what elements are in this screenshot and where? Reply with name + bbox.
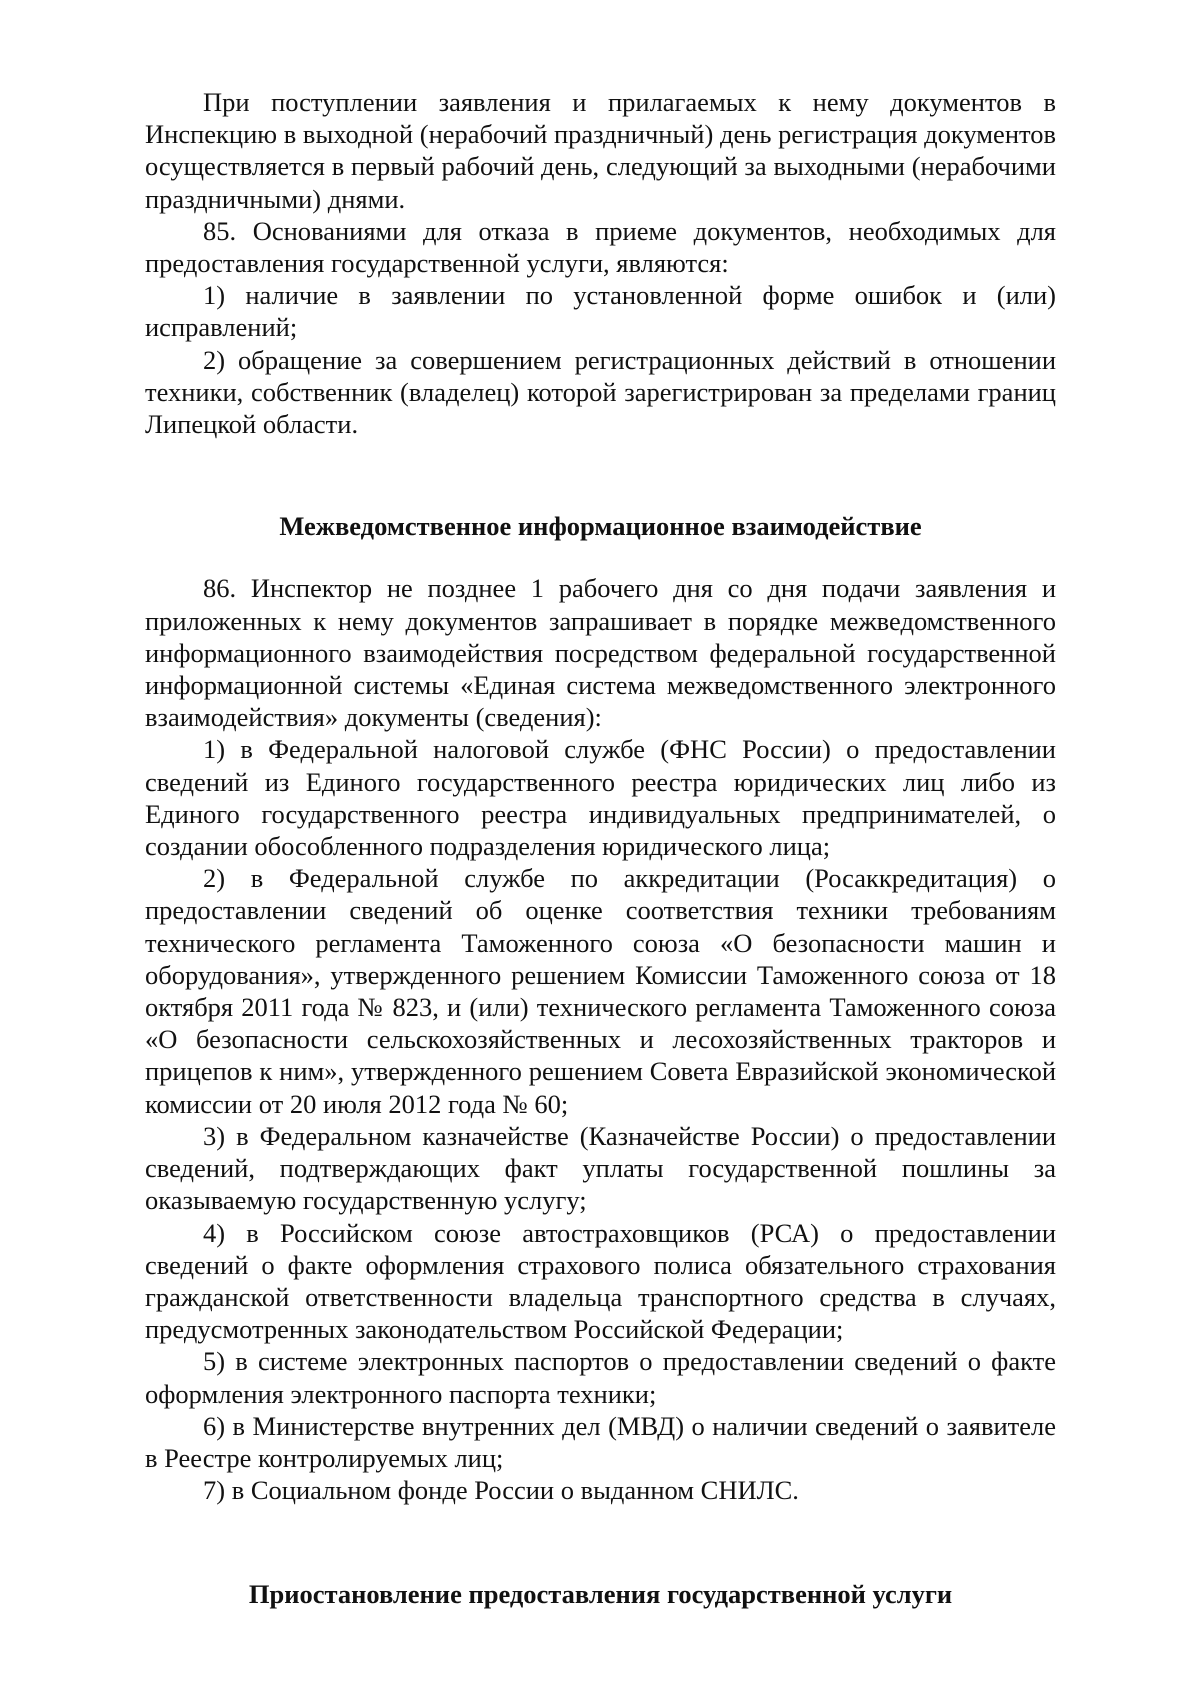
section-spacer [145, 440, 1056, 510]
paragraph-85-item-2: 2) обращение за совершением регистрационных действий в отношении техники, собственник (владелец) которой зарегистрирован за пределами границ Липецкой области. [145, 344, 1056, 440]
section-spacer [145, 1506, 1056, 1578]
paragraph-85-item-1: 1) наличие в заявлении по установленной форме ошибок и (или) исправлений; [145, 280, 1056, 343]
paragraph-86-item-2: 2) в Федеральной службе по аккредитации (Росаккредитация) о предоставлении сведений об оценке соответствия техники требованиям технического регламента Таможенного союза «О безопасности машин и оборудования», утвержденного решением Комиссии Таможенного союза от 18 октября 2011 года № 823, и (или) технического регламента Таможенного союза «О безопасности сельскохозяйственных и лесохозяйственных тракторов и прицепов к ним», утвержденного решением Совета Евразийской экономической комиссии от 20 июля 2012 года № 60; [145, 863, 1056, 1119]
paragraph-86-item-4: 4) в Российском союзе автостраховщиков (РСА) о предоставлении сведений о факте оформления страхового полиса обязательного страхования гражданской ответственности владельца транспортного средства в случаях, предусмотренных законодательством Российской Федерации; [145, 1217, 1056, 1345]
paragraph-86-item-6: 6) в Министерстве внутренних дел (МВД) о наличии сведений о заявителе в Реестре контролируемых лиц; [145, 1410, 1056, 1473]
paragraph-85-refusal-grounds: 85. Основаниями для отказа в приеме документов, необходимых для предоставления государственной услуги, являются: [145, 215, 1056, 279]
paragraph-86-requests: 86. Инспектор не позднее 1 рабочего дня со дня подачи заявления и приложенных к нему документов запрашивает в порядке межведомственного информационного взаимодействия посредством федеральной государственной информационной системы «Единая система межведомственного электронного взаимодействия» документы (сведения): [145, 573, 1056, 733]
paragraph-86-item-7: 7) в Социальном фонде России о выданном СНИЛС. [203, 1475, 799, 1506]
section-spacer [145, 542, 1056, 572]
paragraph-86-item-5: 5) в системе электронных паспортов о предоставлении сведений о факте оформления электронного паспорта техники; [145, 1346, 1056, 1409]
document-body [145, 86, 1056, 1611]
paragraph-holiday-registration: При поступлении заявления и прилагаемых к нему документов в Инспекцию в выходной (нерабочий праздничный) день регистрация документов осуществляется в первый рабочий день, следующий за выходными (нерабочими праздничными) днями. [145, 87, 1056, 214]
paragraph-86-item-3: 3) в Федеральном казначействе (Казначействе России) о предоставлении сведений, подтверждающих факт уплаты государственной пошлины за оказываемую государственную услугу; [145, 1120, 1056, 1216]
paragraph-86-item-1: 1) в Федеральной налоговой службе (ФНС России) о предоставлении сведений из Единого государственного реестра юридических лиц либо из Единого государственного реестра индивидуальных предпринимателей, о создании обособленного подразделения юридического лица; [145, 734, 1056, 862]
section-heading-suspension: Приостановление предоставления государственной услуги [248, 1579, 953, 1610]
section-heading-interagency: Межведомственное информационное взаимодействие [279, 511, 922, 542]
